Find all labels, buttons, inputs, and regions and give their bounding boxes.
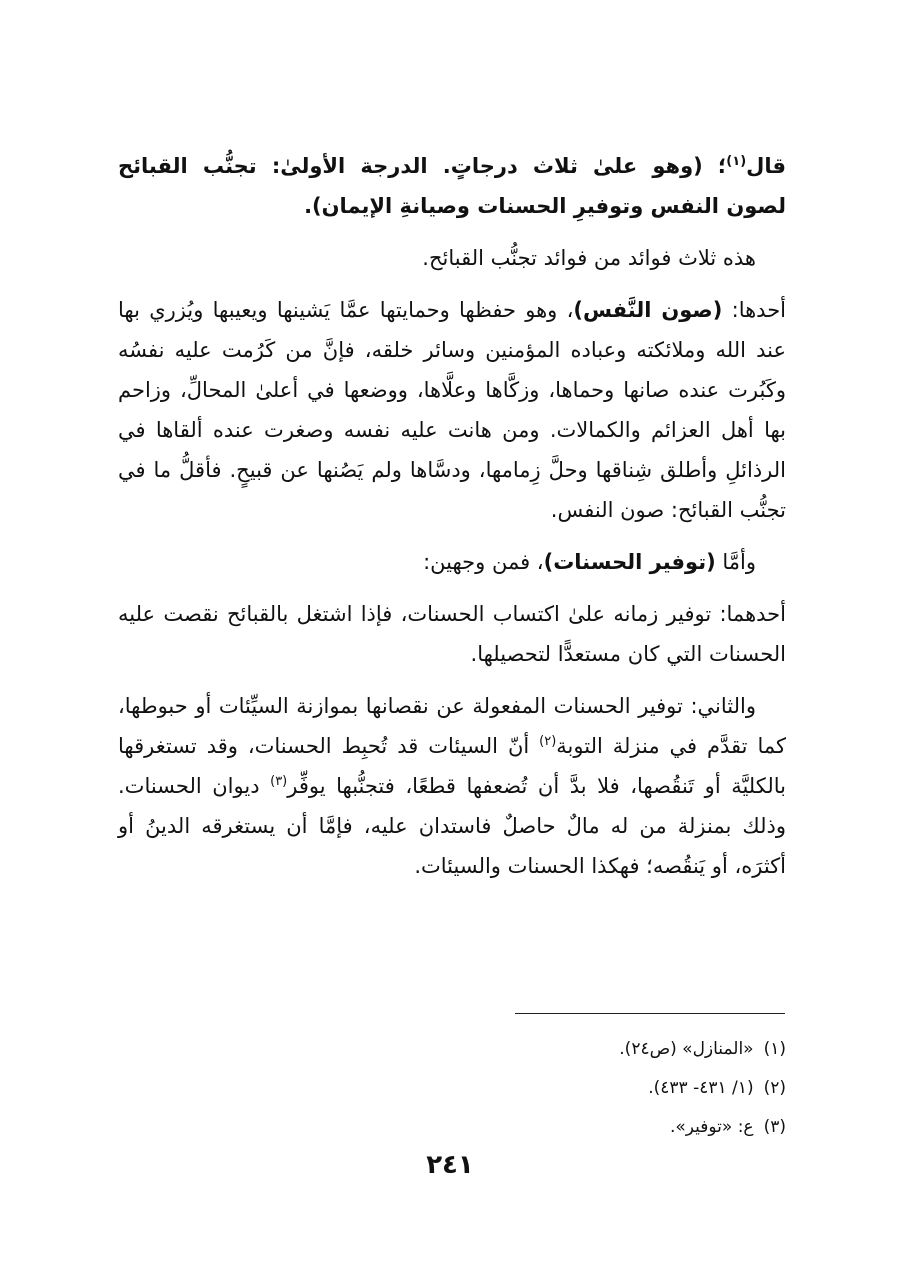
footnote-item: [118, 1030, 786, 1069]
second-aspect-a: والثاني: توفير الحسنات المفعولة عن نقصانها بموازنة السيِّئات أو حبوطها، كما تقدَّم في منزلة التوبة: [118, 694, 786, 758]
second-aspect-c: ديوان الحسنات. وذلك بمنزلة من له مالٌ حاصلٌ فاستدان عليه، فإمَّا أن يستغرقه الدينُ أو أكثرَه، أو يَنقُصه؛ فهكذا الحسنات والسيئات.: [118, 774, 786, 878]
footnotes: [118, 1030, 786, 1147]
footnote-text: ع: «توفير».: [669, 1117, 754, 1137]
paragraph-quote: [118, 146, 786, 226]
footnote-item: [118, 1108, 786, 1147]
first-benefit-lead: أحدها:: [722, 298, 787, 322]
footnote-ref-1: (١): [726, 154, 747, 169]
footnote-separator: [515, 1013, 785, 1014]
quote-lead: قال: [746, 154, 786, 178]
paragraph-first-aspect: أحدهما: توفير زمانه علىٰ اكتساب الحسنات، فإذا اشتغل بالقبائح نقصت عليه الحسنات التي كان مستعدًّا لتحصيلها.: [118, 602, 786, 666]
footnote-ref-3: (٣): [270, 774, 288, 789]
second-benefit-term: (توفير الحسنات): [543, 550, 716, 574]
second-aspect-b: أنّ السيئات قد تُحبِط الحسنات، وقد تستغرقها بالكليَّة أو تَنقُصها، فلا بدَّ أن تُضعفها قطعًا، فتجنُّبها يوفِّر: [118, 734, 786, 798]
footnote-number: (٢): [763, 1078, 786, 1098]
footnote-text: «المنازل» (ص٢٤).: [619, 1039, 754, 1059]
second-benefit-lead: وأمَّا: [715, 550, 756, 574]
footnote-item: [118, 1069, 786, 1108]
paragraph-second-aspect: [118, 686, 786, 886]
second-benefit-text: ، فمن وجهين:: [423, 550, 544, 574]
footnote-ref-2: (٢): [539, 734, 557, 749]
paragraph-first-benefit: [118, 290, 786, 530]
quote-text: ؛ (وهو علىٰ ثلاث درجاتٍ. الدرجة الأولىٰ: تجنُّب القبائح لصون النفس وتوفيرِ الحسنات وصيانةِ الإيمان).: [118, 154, 786, 218]
first-benefit-term: (صون النَّفس): [573, 298, 723, 322]
main-text: [118, 146, 786, 898]
page-number: ٢٤١: [426, 1150, 474, 1180]
footnote-text: (١/ ٤٣١- ٤٣٣).: [648, 1078, 754, 1098]
footnote-number: (١): [763, 1039, 786, 1059]
paragraph-intro: هذه ثلاث فوائد من فوائد تجنُّب القبائح.: [422, 246, 756, 270]
paragraph-second-benefit: [118, 542, 786, 582]
footnote-number: (٣): [763, 1117, 786, 1137]
first-benefit-text: ، وهو حفظها وحمايتها عمَّا يَشينها ويعيبها ويُزري بها عند الله وملائكته وعباده المؤمنين وسائر خلقه، فإنَّ من كَرُمت عليه نفسُه وكَبُرت عنده صانها وحماها، وزكَّاها وعلَّاها، ووضعها في أعلىٰ المحالِّ، وزاحم بها أهل العزائم والكمالات. ومن هانت عليه نفسه وصغرت عنده ألقاها في الرذائلِ وأطلق شِناقها وحلَّ زِمامها، ودسَّاها ولم يَصُنها عن قبيحٍ. فأقلُّ ما في تجنُّب القبائح: صون النفس.: [118, 298, 786, 522]
